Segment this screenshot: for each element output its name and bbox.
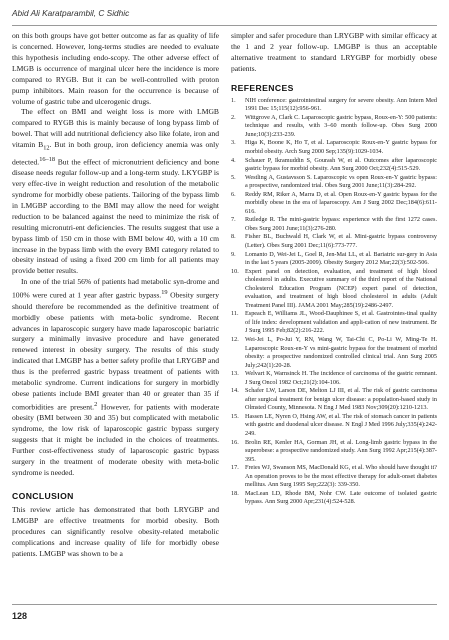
reference-number: 12. xyxy=(231,336,239,343)
reference-text: Fisher BL, Buchwald H, Clark W, et al. Mini-gastric bypass controversy (Letter). Obes Surg 2001 Dec;11(6):773-777. xyxy=(245,233,437,249)
page-number: 128 xyxy=(12,611,28,621)
reference-number: 11. xyxy=(231,310,239,318)
reference-number: 8. xyxy=(231,233,236,241)
reference-text: Expert panel on detection, evaluation, and treatment of high blood cholesterol in adults. Executive summary of the third report of the National Cholesterol Education Program (NCEP) expert panel of detection, evaluation, and treatment of high blood cholesterol in adults (Adult Treatment Panel III). JAMA 2001 May;285(19):2486-2497. xyxy=(245,267,437,309)
reference-number: 2. xyxy=(231,113,236,121)
references-heading: REFERENCES xyxy=(231,82,294,93)
reference-item xyxy=(231,174,437,191)
body-paragraph: The effect on BMI and weight loss is more with LMGB compared to RYGB this is mainly because of long bypass limb of bowel. That will add nutritional deficiency also like folate, iron and vitamin $B_{12}$. But in both group, iron deficiency anemia was only detected.$^{16-18}$ But the effect of micronutrient deficiency and bone disease needs regular follow-up and a long-term study. LKYGBP is very effec-tive in weight reduction and resolution of the metabolic syndrome for morbidly obese patients. Tailoring of the bypass limb in LMGBP according to the BMI may allow the need for weight reduction to be balanced against the need to minimize the risk of resulting micronutri-ent deficiencies. The results suggest that use a bypass limb of 150 cm in those with BMI below 40, with a 10 cm increase in the bypass limb with the every BMI category related to obesity instead of using a fixed 200 cm limb for all patients may provide better results. xyxy=(12,107,219,276)
reference-number: 17. xyxy=(231,464,239,472)
reference-list xyxy=(231,97,437,507)
body-paragraph-continued: simpler and safer procedure than LRYGBP with similar efficacy at the 1 and 2 year follow-up. LMGBP is thus an acceptable alternative treatment to standard LRYGBP for morbidly obese patients. xyxy=(231,31,437,73)
reference-number: 13. xyxy=(231,370,239,378)
reference-item xyxy=(231,251,437,268)
reference-number: 14. xyxy=(231,387,239,395)
reference-item xyxy=(231,336,437,370)
reference-text: NIH conference: gastrointestinal surgery for severe obesity. Ann Intern Med 1991 Dec 15;115(12):956-961. xyxy=(245,96,437,113)
header-authors: Abid Ali Karatparambil, C Sidhic xyxy=(12,8,130,18)
reference-text: Brolin RE, Kenler HA, Gorman JH, et al. Long-limb gastric bypass in the superobese: a prospective randomized study. Ann Surg 1992 Apr;215(4):387-395. xyxy=(245,438,437,463)
reference-number: 16. xyxy=(231,438,239,446)
reference-item xyxy=(231,139,437,156)
reference-item xyxy=(231,387,437,413)
reference-item xyxy=(231,233,437,250)
conclusion-heading: CONCLUSION xyxy=(12,490,74,501)
reference-text: MacLean LD, Rhode BM, Nohr CW. Late outcome of isolated gastric bypass. Ann Surg 2000 Apr;231(4):524-528. xyxy=(245,489,437,506)
body-text xyxy=(12,31,219,479)
reference-item xyxy=(231,464,437,490)
right-column xyxy=(231,31,437,507)
body-paragraph: In one of the trial 56% of patients had metabolic syn-drome and 100% were cured at 1 year after gastric bypass.$^{19}$ Obesity surgery should therefore be recommended as the definitive treatment of morbidly obese patients with meta-bolic syndrome. Recent advances in laparoscopic surgery have made laparoscopic bariatric surgery a minimally invasive procedure and have generated renewed interest in obesity surgery. The results of this study indicated that LMGBP has a better safety profile that LRYGBP and thus is the preferred gastric bypass treatment of patients with metabolic syndrome. Current indications for surgery in morbidly obese patients include BMI greater than 40 or greater than 35 if comorbidities are present.$^2$ However, for patients with moderate obesity (BMI between 30 and 35) but complicated with metabolic syndrome, the low risk of laparoscopic gastric bypass surgery suggests that it might be included in the choices of treatments. Further cost-effectiveness study of laparoscopic gastric bypass surgery in the treatment of moderate obesity with meta-bolic syndrome is needed. xyxy=(12,277,219,478)
reference-item xyxy=(231,310,437,336)
reference-item xyxy=(231,439,437,465)
reference-text: Espeach E, Williams JL, Wood-Dauphinee S, et al. Gastrointes-tinal quality of life index: development validation and appli-cation of new instrument. Br J Surg 1995 Feb;82(2):216-222. xyxy=(245,310,437,335)
reference-text: Rutledge R. The mini-gastric bypass: experience with the first 1272 cases. Obes Surg 2001 June;11(3):276-280. xyxy=(245,216,437,232)
reference-item xyxy=(231,114,437,140)
reference-number: 3. xyxy=(231,139,236,147)
reference-item xyxy=(231,490,437,507)
reference-number: 9. xyxy=(231,250,236,258)
reference-number: 18. xyxy=(231,489,239,497)
reference-number: 1. xyxy=(231,96,236,104)
footer-divider xyxy=(12,604,437,605)
running-header xyxy=(12,5,437,26)
conclusion-paragraph: This review article has demonstrated that both LRYGBP and LMGBP are effective treatments for morbid obesity. Both procedures can significantly resolve obesity-related metabolic complications and increase quality of life for morbidly obese patients. LMGBP was shown to be a xyxy=(12,504,219,558)
reference-number: 15. xyxy=(231,412,239,420)
reference-item xyxy=(231,268,437,311)
reference-text: Reddy RM, Riker A, Marra D, et al. Open Roux-en-Y gastric bypass for the morbidly obese in the era of laparoscopy. Am J Surg 2002 Dec;184(6):611-616. xyxy=(245,190,437,215)
reference-item xyxy=(231,370,437,387)
reference-text: Welvart K, Warnsinck H. The incidence of carcinoma of the gastric remnant. J Surg Oncol 1982 Oct;21(2):104-106. xyxy=(245,370,437,386)
reference-number: 6. xyxy=(231,190,236,198)
reference-text: Westling A, Gustavsson S. Laparoscopic vs open Roux-en-Y gastric bypass: a prospective, randomized trial. Obes Surg 2001 June;11(3):284-292. xyxy=(245,173,437,190)
reference-text: Hassen LE, Nyren O, Hsing AW, et al. The risk of stomach cancer in patients with gastric and duodenal ulcer disease. N Engl J Med 1996 July;335(4):242-249. xyxy=(245,412,437,438)
reference-item xyxy=(231,191,437,217)
body-paragraph: on this both groups have got better outcome as far as quality of life is concerned. However, long-terms studies are needed to evaluate this hypothesis including endo-scopy. The other adverse effect of LMGB is occurrence of marginal ulcer here the incidence is more compared to RYGB. But it can be well-controlled with proton pump inhibitors. Main reason for the occurrence is because of volume of gastric tube and ulcerogenic drugs. xyxy=(12,31,219,106)
reference-text: Wei-Jei L, Po-Jui Y, RN, Wang W, Tai-Chi C, Po-Li W, Ming-Te H. Laparoscopic Roux-en-Y vs mini-gastric bypass for the treatment of morbid obesity: a prospective randomized controlled clinical trial. Ann Surg 2005 July;242(1):20-28. xyxy=(245,336,437,369)
reference-text: Wittgrove A, Clark C. Laparoscopic gastric bypass, Roux-en-Y: 500 patients: technique and results, with 3–60 month follow-up. Obes Surg 2000 June;10(3):233-239. xyxy=(245,113,437,138)
reference-text: Lomanto D, Wei-Jei L, Goel R, Jen-Mai LL, et al. Bariatric sur-gery in Asia in the last 5 years (2005-2009). Obesity Surgery 2012 Mar;22(3):502-506. xyxy=(245,250,437,267)
left-column xyxy=(12,31,219,560)
reference-number: 5. xyxy=(231,173,236,181)
reference-item xyxy=(231,216,437,233)
reference-text: Freies WJ, Swanson MS, MacDonald KG, et al. Who should have thought it? An operation proves to be the most effective therapy for adult-onset diabetes mellitus. Ann Surg 1995 Sep;222(3): 339-350. xyxy=(245,464,437,489)
reference-text: Higa K, Boone K, Ho T, et al. Laparoscopic Roux-en-Y gastric bypass for morbid obesity. Arch Surg 2000 Sep;135(9):1029-1034. xyxy=(245,139,437,155)
reference-number: 4. xyxy=(231,156,236,164)
reference-number: 10. xyxy=(231,267,239,275)
reference-item xyxy=(231,97,437,114)
reference-number: 7. xyxy=(231,216,236,224)
reference-text: Schauer P, Ikramuddin S, Gourash W, et al. Outcomes after laparoscopic gastric bypass for morbid obesity. Ann Surg 2000 Oct;232(4):515-529. xyxy=(245,156,437,173)
reference-item xyxy=(231,413,437,439)
reference-item xyxy=(231,157,437,174)
reference-text: Schafer LW, Larson DE, Melton LJ III, et al. The risk of gastric carcinoma after surgical treatment for benign ulcer disease: a population-based study in Olmsted County, Minnesota. N Eng J Med 1983 Nov;309(20):1210-1213. xyxy=(245,387,437,412)
